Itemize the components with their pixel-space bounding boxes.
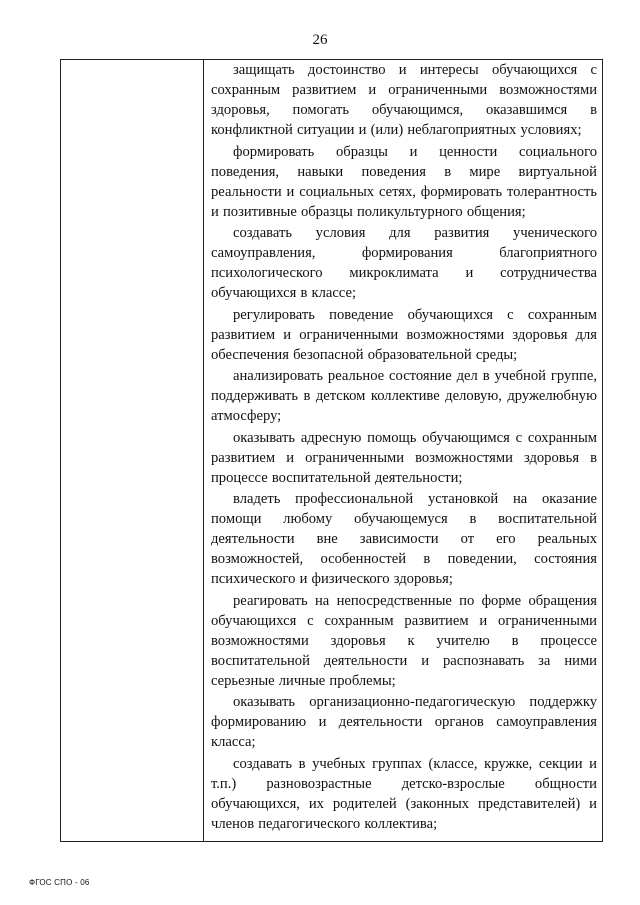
- list-item: регулировать поведение обучающихся с сохранным развитием и ограниченными возможностями здоровья для обеспечения безопасной образовательной среды;: [211, 306, 597, 363]
- list-item: создавать в учебных группах (классе, кружке, секции и т.п.) разновозрастные детско-взрослые общности обучающихся, их родителей (законных представителей) и членов педагогического коллектива;: [211, 755, 597, 832]
- list-item: оказывать адресную помощь обучающимся с сохранным развитием и ограниченными возможностями здоровья в процессе воспитательной деятельности;: [211, 429, 597, 486]
- list-item: владеть профессиональной установкой на оказание помощи любому обучающемуся в воспитательной деятельности вне зависимости от его реальных возможностей, особенностей в поведении, состояния психического и физического здоровья;: [211, 491, 597, 587]
- table-column-divider: [203, 60, 204, 841]
- table-content-cell: [211, 60, 597, 835]
- list-item: реагировать на непосредственные по форме обращения обучающихся с сохранным развитием и ограниченными возможностями здоровья к учителю в процессе воспитательной деятельности и распознавать за ними серьезные личные проблемы;: [211, 592, 597, 689]
- list-item: анализировать реальное состояние дел в учебной группе, поддерживать в детском коллективе деловую, дружелюбную атмосферу;: [211, 368, 597, 424]
- list-item: создавать условия для развития ученического самоуправления, формирования благоприятного психологического микроклимата и сотрудничества обучающихся в классе;: [211, 225, 597, 301]
- footer-document-code: ФГОС СПО - 06: [29, 878, 90, 887]
- list-item: оказывать организационно-педагогическую поддержку формированию и деятельности органов самоуправления класса;: [211, 694, 597, 750]
- list-item: формировать образцы и ценности социального поведения, навыки поведения в мире виртуальной реальности и социальных сетях, формировать толерантность и позитивные образцы поликультурного общения;: [211, 143, 597, 220]
- page-number: 26: [312, 32, 328, 48]
- document-table: [60, 59, 603, 842]
- list-item: защищать достоинство и интересы обучающихся с сохранным развитием и ограниченными возможностями здоровья, помогать обучающимся, оказавшимся в конфликтной ситуации и (или) неблагоприятных условиях;: [211, 62, 597, 138]
